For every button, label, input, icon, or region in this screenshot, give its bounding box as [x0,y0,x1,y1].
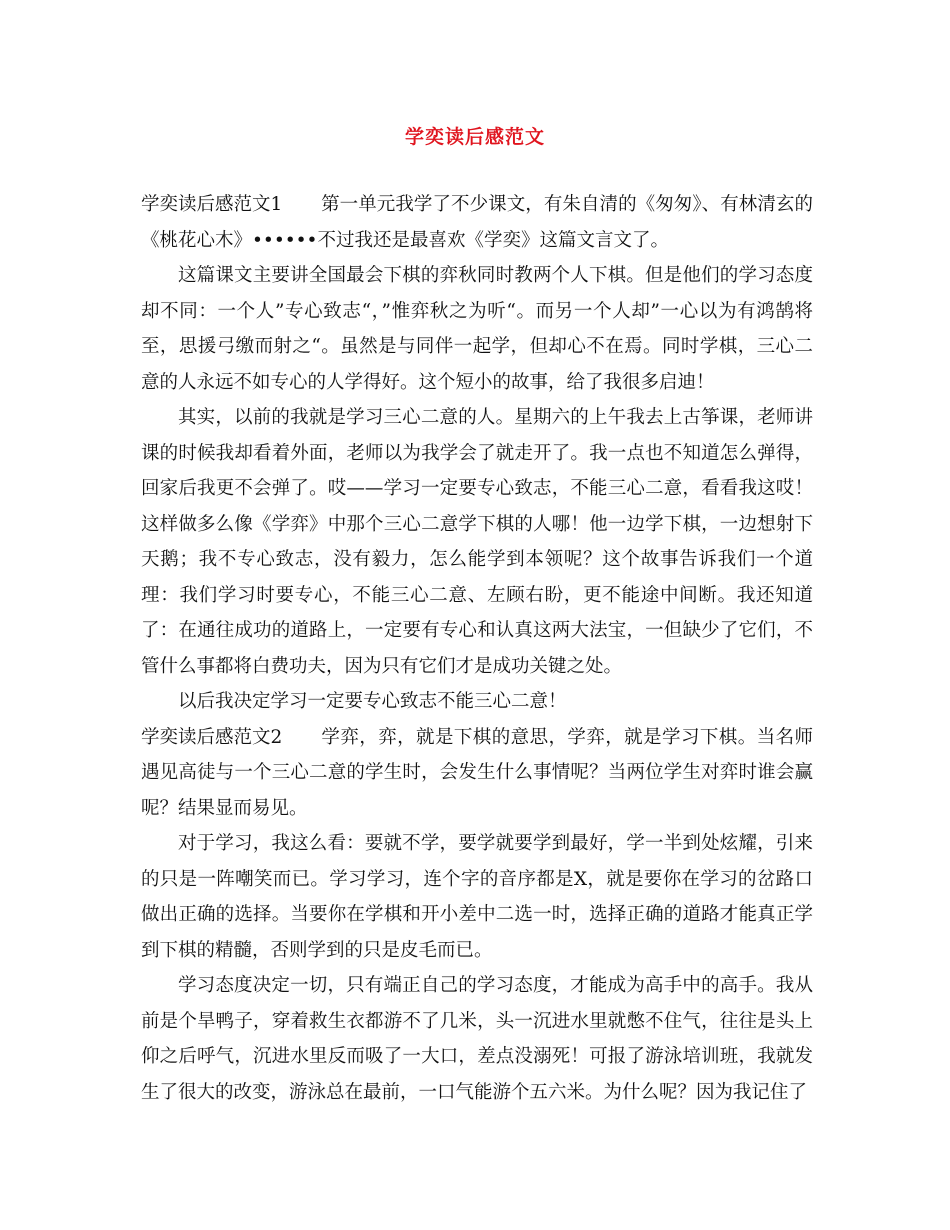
section-2-intro [141,720,813,827]
paragraph: 对于学习，我这么看：要就不学，要学就要学到最好，学一半到处炫耀，引来的只是一阵嘲笑而已。学习学习，连个字的音序都是X，就是要你在学习的岔路口做出正确的选择。当要你在学棋和开小差中二选一时，选择正确的道路才能真正学到下棋的精髓，否则学到的只是皮毛而已。 [141,833,813,961]
section-1-intro [141,187,813,258]
section-1-first-text: 第一单元我学了不少课文，有朱自清的《匆匆》、有林清玄的《桃花心木》••••••不过我还是最喜欢《学奕》这篇文言文了。 [141,194,813,251]
section-2-first-text: 学弈，弈，就是下棋的意思，学弈，就是学习下棋。当名师遇见高徒与一个三心二意的学生时，会发生什么事情呢？当两位学生对弈时谁会赢呢？结果显而易见。 [141,726,813,819]
section-1-label: 学奕读后感范文1 [141,194,283,215]
paragraph: 以后我决定学习一定要专心致志不能三心二意！ [178,691,567,712]
document-title: 学奕读后感范文 [404,126,545,148]
document-body [141,187,813,1110]
paragraph: 学习态度决定一切，只有端正自己的学习态度，才能成为高手中的高手。我从前是个旱鸭子，穿着救生衣都游不了几米，头一沉进水里就憋不住气，往往是头上仰之后呼气，沉进水里反而吸了一大口，差点没溺死！可报了游泳培训班，我就发生了很大的改变，游泳总在最前，一口气能游个五六米。为什么呢？因为我记住了 [141,975,813,1103]
paragraph: 其实，以前的我就是学习三心二意的人。星期六的上午我去上古筝课，老师讲课的时候我却看着外面，老师以为我学会了就走开了。我一点也不知道怎么弹得，回家后我更不会弹了。哎——学习一定要专心致志，不能三心二意，看看我这哎！这样做多么像《学弈》中那个三心二意学下棋的人哪！他一边学下棋，一边想射下天鹅；我不专心致志，没有毅力，怎么能学到本领呢？这个故事告诉我们一个道理：我们学习时要专心，不能三心二意、左顾右盼，更不能途中间断。我还知道了：在通往成功的道路上，一定要有专心和认真这两大法宝，一但缺少了它们，不管什么事都将白费功夫，因为只有它们才是成功关键之处。 [141,407,813,677]
section-2-label: 学奕读后感范文2 [141,726,283,748]
paragraph: 这篇课文主要讲全国最会下棋的弈秋同时教两个人下棋。但是他们的学习态度却不同：一个人”专心致志“，”惟弈秋之为听“。而另一个人却”一心以为有鸿鹄将至，思援弓缴而射之“。虽然是与同伴一起学，但却心不在焉。同时学棋，三心二意的人永远不如专心的人学得好。这个短小的故事，给了我很多启迪！ [141,265,813,393]
